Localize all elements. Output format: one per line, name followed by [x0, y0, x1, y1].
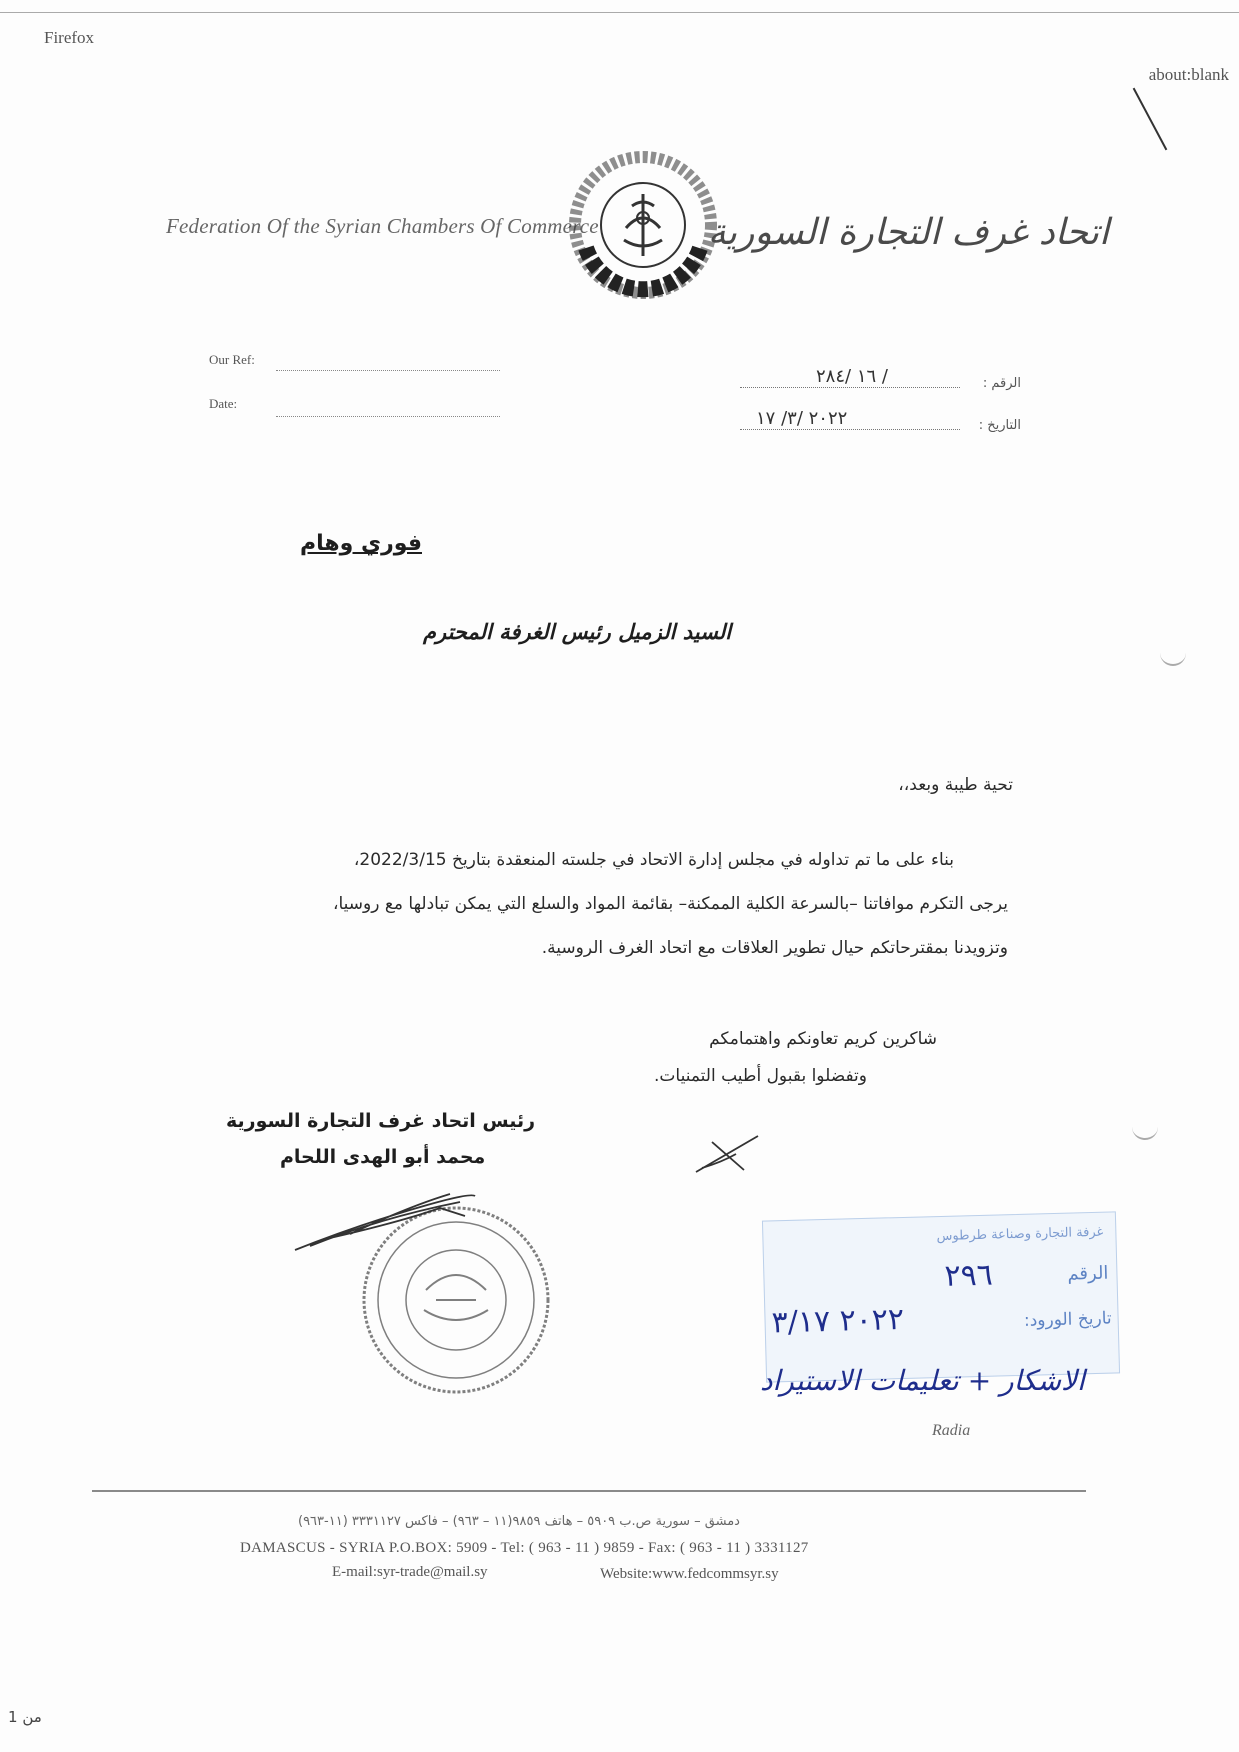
received-stamp [762, 1211, 1120, 1382]
stamp-number-value: ٢٩٦ [944, 1257, 994, 1294]
initial-name: Radia [932, 1422, 971, 1439]
date-label: Date: [209, 396, 238, 411]
initials-mark-icon [692, 1132, 762, 1176]
our-ref-label: Our Ref: [209, 352, 255, 367]
reference-number-value: ١٦ /٢٨٤ / [740, 366, 960, 388]
punch-hole-mark [1160, 650, 1186, 666]
letter-body [196, 838, 1008, 970]
browser-title: Firefox [44, 28, 95, 47]
body-line: بناء على ما تم تداوله في مجلس إدارة الاتحاد في جلسته المنعقدة بتاريخ 2022/3/15، [353, 850, 954, 870]
our-ref-line [276, 370, 500, 371]
stamp-number-label: الرقم [1067, 1262, 1109, 1285]
urgent-heading: فوري وهام [300, 531, 422, 556]
signatory-name: محمد أبو الهدى اللحام [280, 1146, 486, 1168]
punch-hole-mark [1132, 1124, 1158, 1140]
stamp-date-label: تاريخ الورود: [1023, 1308, 1112, 1331]
page-footer: من 1 [8, 1708, 42, 1726]
browser-url: about:blank [1148, 65, 1229, 84]
thanks-line: شاكرين كريم تعاونكم واهتمامكم [709, 1029, 937, 1049]
page-top-edge [0, 0, 1239, 13]
federation-logo-icon [566, 148, 720, 302]
body-line: يرجى التكرم موافاتنا –بالسرعة الكلية الممكنة– بقائمة المواد والسلع التي يمكن تبادلها مع روسيا، [332, 894, 1008, 914]
closing-line: وتفضلوا بقبول أطيب التمنيات. [653, 1066, 867, 1086]
footer-address-english: DAMASCUS - SYRIA P.O.BOX: 5909 - Tel: ( 963 - 11 ) 9859 - Fax: ( 963 - 11 ) 3331127 [240, 1540, 809, 1556]
greeting: تحية طيبة وبعد،، [898, 775, 1013, 795]
org-name-english: Federation Of the Syrian Chambers Of Commerce [166, 214, 599, 238]
letter-date-value: ٢٠٢٢ /٣/ ١٧ [740, 408, 960, 430]
stamp-header: غرفة التجارة وصناعة طرطوس [936, 1224, 1104, 1245]
footer-address-arabic: دمشق – سورية ص.ب ٥٩٠٩ – هاتف ٩٨٥٩(١١ – ٩٦٣) – فاكس ٣٣٣١١٢٧ (١١-٩٦٣) [298, 1514, 740, 1529]
footer-email: E-mail:syr-trade@mail.sy [332, 1564, 488, 1580]
handwritten-signature-icon [290, 1188, 480, 1258]
letter-date-label: التاريخ : [978, 418, 1021, 433]
fold-mark [1133, 88, 1168, 151]
reference-number-label: الرقم : [982, 376, 1021, 391]
salutation: السيد الزميل رئيس الغرفة المحترم [423, 620, 732, 644]
date-line [276, 416, 500, 417]
stamp-date-value: ٢٠٢٢ ٣/١٧ [771, 1301, 905, 1341]
footer-website: Website:www.fedcommsyr.sy [600, 1566, 779, 1582]
handwritten-note: الاشكار + تعليمات الاستيراد [760, 1364, 1085, 1397]
footer-divider [92, 1490, 1086, 1492]
org-name-arabic: اتحاد غرف التجارة السورية [707, 212, 1109, 253]
body-line: وتزويدنا بمقترحاتكم حيال تطوير العلاقات مع اتحاد الغرف الروسية. [541, 938, 1008, 958]
signatory-title: رئيس اتحاد غرف التجارة السورية [226, 1110, 536, 1132]
